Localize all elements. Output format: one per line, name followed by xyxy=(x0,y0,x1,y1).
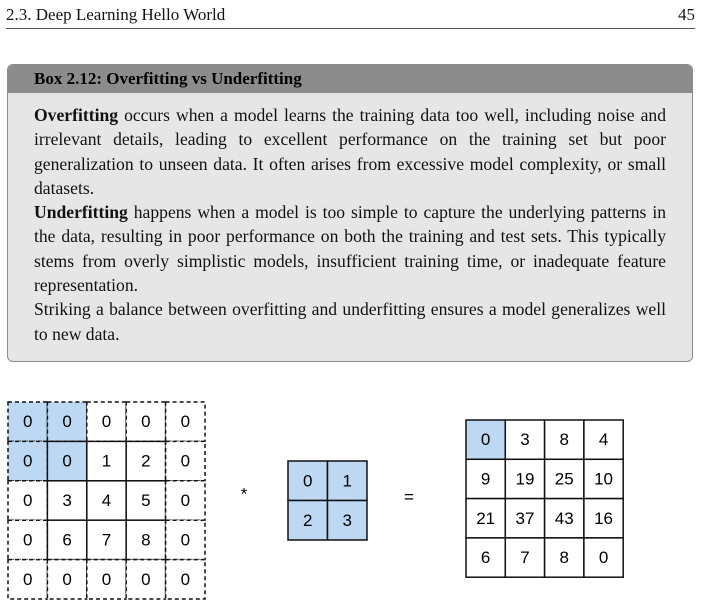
input-cell-value: 0 xyxy=(101,569,112,589)
input-cell-value: 0 xyxy=(22,530,33,550)
kernel-cell-value: 0 xyxy=(303,471,313,491)
input-cell-value: 0 xyxy=(180,491,191,510)
input-cell-value: 0 xyxy=(180,530,191,550)
input-cell-value: 7 xyxy=(101,530,112,550)
input-cell-value: 0 xyxy=(180,451,191,471)
output-cell-value: 9 xyxy=(480,469,491,489)
output-cell-value: 8 xyxy=(559,548,569,568)
input-cell-value: 0 xyxy=(180,569,191,589)
term-underfitting: Underfitting xyxy=(34,202,128,223)
output-cell-value: 25 xyxy=(554,469,574,489)
page-number: 45 xyxy=(678,5,695,24)
section-title: 2.3. Deep Learning Hello World xyxy=(6,5,226,24)
term-overfitting: Overfitting xyxy=(34,105,119,125)
input-cell-value: 0 xyxy=(22,451,33,471)
input-cell-value: 0 xyxy=(180,412,191,432)
output-cell-value: 4 xyxy=(598,430,609,450)
output-cell-value: 21 xyxy=(476,508,496,528)
convolution-operator: * xyxy=(240,484,248,504)
kernel-cell-value: 1 xyxy=(342,471,352,491)
output-cell-value: 16 xyxy=(594,508,614,528)
output-cell-value: 7 xyxy=(520,548,530,568)
input-cell-value: 0 xyxy=(22,569,33,589)
input-cell-value: 2 xyxy=(141,451,151,471)
overfitting-text: occurs when a model learns the training data too well, including noise and irrelevant details, leading to excellent performance on the training set but poor generalization to unseen data. It often arises from excessive model complexity, or small datasets. xyxy=(34,105,666,198)
input-cell-value: 0 xyxy=(62,451,72,471)
input-cell-value: 0 xyxy=(62,569,72,589)
underfitting-text: happens when a model is too simple to capture the underlying patterns in the data, resulting in poor performance on both the training and test sets. This typically stems from overly simplistic models, insufficient training time, or inadequate feature representation. xyxy=(34,202,666,296)
input-cell-value: 6 xyxy=(62,530,72,550)
output-cell-value: 10 xyxy=(594,469,614,489)
output-cell-value: 0 xyxy=(598,548,609,568)
output-cell-value: 43 xyxy=(554,508,574,528)
input-cell-value: 3 xyxy=(62,491,72,510)
input-cell-value: 0 xyxy=(141,569,151,589)
input-cell-value: 8 xyxy=(141,530,151,550)
input-cell-value: 0 xyxy=(62,412,72,432)
output-cell-value: 19 xyxy=(515,469,535,489)
input-cell-value: 1 xyxy=(101,451,112,471)
box-title: Box 2.12: Overfitting vs Underfitting xyxy=(8,65,692,93)
input-cell-value: 5 xyxy=(141,491,151,510)
output-cell-value: 3 xyxy=(520,430,530,450)
input-cell-value: 4 xyxy=(101,491,112,510)
input-cell-value: 0 xyxy=(22,491,33,510)
output-cell-value: 6 xyxy=(480,548,491,568)
kernel-cell-value: 2 xyxy=(303,510,313,530)
paragraph-balance: Striking a balance between overfitting and underfitting ensures a model generalizes well to new data. xyxy=(34,299,666,344)
output-cell-value: 37 xyxy=(515,508,535,528)
input-cell-value: 0 xyxy=(141,412,151,432)
input-cell-value: 0 xyxy=(101,412,112,432)
output-cell-value: 8 xyxy=(559,430,569,450)
kernel-cell-value: 3 xyxy=(342,510,352,530)
equals-sign: = xyxy=(404,487,414,507)
input-cell-value: 0 xyxy=(22,412,33,432)
output-cell-value: 0 xyxy=(480,430,491,450)
